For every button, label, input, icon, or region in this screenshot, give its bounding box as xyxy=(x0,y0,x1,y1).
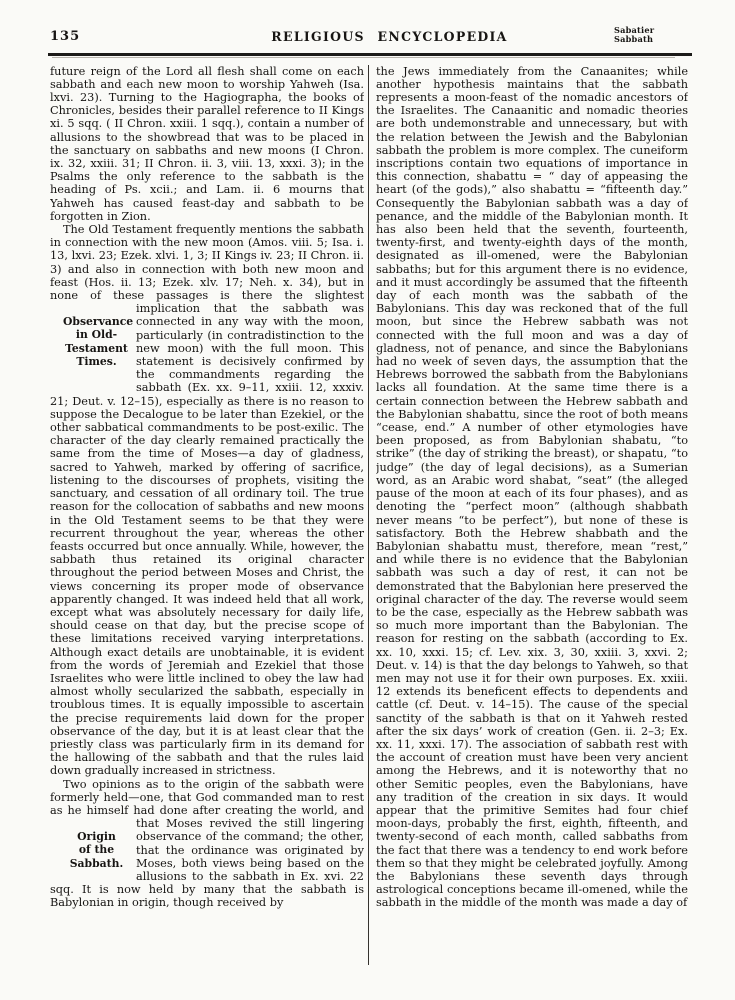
sidenote-line: Observance xyxy=(63,315,134,329)
column-divider-rule xyxy=(368,65,369,965)
paragraph-observance xyxy=(50,223,364,778)
left-column xyxy=(50,65,364,990)
paragraph-text: the sabbath was connected in any way with the moon, particularly (in contradistinction to the new moon) with the full moon. This statement is decisively confirmed by the commandments regarding the sabbath (Ex. xx. 9–11, xxiii. 12, xxxiv. 21; Deut. v. 12–15), especially as there is no reason to suppose the Decalogue to be later than Ezekiel, or the other sabbatical commandments to be post-exilic. The character of the day clearly remained practically the same from the time of Moses—a day of gladness, sacred to Yahweh, marked by offering of sacrifice, listening to the discourses of prophets, visiting the sanctuary, and cessation of all ordinary toil. The true reason for the collocation of sabbaths and new moons in the Old Testament seems to be that they were recurrent throughout the year, whereas the other feasts occurred but once annually. While, however, the sabbath thus retained its original character throughout the period between Moses and Christ, the views concerning its proper mode of observance apparently changed. It was indeed held that all work, except what was absolutely necessary for daily life, should cease on that day, but the precise scope of these limitations received varying interpretations. Although exact details are unobtainable, it is evident from the words of Jeremiah and Ezekiel that those Israelites who were little inclined to obey the law had almost wholly secularized the sabbath, especially in troublous times. It is equally impossible to ascertain the precise requirements laid down for the proper observance of the day, but it is at least clear that the priestly class was particularly firm in its demand for the hallowing of the sabbath and that the rules laid down gradually increased in strictness. xyxy=(50,302,364,778)
paragraph-text: future reign of the Lord all flesh shall come on each sabbath and each new moon to worship Yahweh (Isa. lxvi. 23). Turning to the Hagiographa, the books of Chronicles, besides their parallel reference to II Kings xi. 5 sqq. ( II Chron. xxiii. 1 sqq.), contain a number of allusions to the showbread that was to be placed in the sanctuary on sabbaths and new moons (I Chron. ix. 32, xxiii. 31; II Chron. ii. 3, viii. 13, xxxi. 3); in the Psalms the only reference to the sabbath is the heading of Ps. xcii.; and Lam. ii. 6 mourns that Yahweh has caused feast-day and sabbath to be forgotten in Zion. xyxy=(50,64,364,223)
paragraph-continuation xyxy=(50,65,364,223)
entry-range-first: Sabatier xyxy=(614,25,655,35)
entry-range xyxy=(614,26,692,44)
paragraph-continuation xyxy=(376,65,688,910)
page-header xyxy=(0,0,735,44)
sidenote-origin-of-the-sabbath xyxy=(50,817,136,883)
page-number: 135 xyxy=(50,28,81,44)
paragraph-text: world, and that Moses revived the still lingering observance of the command; the other, that the ordinance was originated by Moses, both views being based on the allusions to the sabbath in Ex. xvi. 22 sqq. It is now held by many that the sabbath is Babylonian in origin, though received by xyxy=(50,803,364,910)
paragraph-origin xyxy=(50,778,364,910)
sidenote-line: Origin xyxy=(77,830,116,844)
sidenote-line: Sabbath. xyxy=(69,856,124,870)
header-rule xyxy=(48,53,692,56)
page-title: RELIGIOUS ENCYCLOPEDIA xyxy=(271,28,508,44)
sidenote-line: in Old- xyxy=(75,328,118,342)
sidenote-line: of the xyxy=(78,843,115,857)
sidenote-line: Testament xyxy=(65,341,128,355)
paragraph-text: Two opinions as to the origin of the sabbath were formerly held—one, that God commanded man to rest as he himself had done after creating the xyxy=(50,777,364,817)
paragraph-text: the Jews immediately from the Canaanites; while another hypothesis maintains that the sabbath represents a moon-feast of the nomadic ancestors of the Israelites. The Canaanitic and nomadic theories are both undemonstrable and unnecessary, but with the relation between the Jewish and the Babylonian sabbath the problem is more complex. The cuneiform inscriptions contain two equations of importance in this connection, shabattu = “ day of appeasing the heart (of the gods),” also shabattu = “fifteenth day.” Consequently the Babylonian sabbath was a day of penance, and the middle of the Babylonian month. It has also been held that the seventh, fourteenth, twenty-first, and twenty-eighth days of the month, designated as ill-omened, were the Babylonian sabbaths; but for this argument there is no evidence, and it must accordingly be assumed that the fifteenth day of each month was the sabbath of the Babylonians. This day was reckoned that of the full moon, but since the Hebrew sabbath was not connected with the full moon and was a day of gladness, not of penance, and since the Babylonians had no week of seven days, the assumption that the Hebrews borrowed the sabbath from the Babylonians lacks all foundation. At the same time there is a certain connection between the Hebrew sabbath and the Babylonian shabattu, since the root of both means “cease, end.” A number of other etymologies have been proposed, as from Babylonian shabatu, “to strike” (the day of striking the breast), or shapatu, “to judge” (the day of legal decisions), as a Sumerian word, as an Arabic word shabat, “seat” (the alleged pause of the moon at each of its four phases), and as denoting the “perfect moon” (although shabbath never means “to be perfect”), but none of these is satisfactory. Both the Hebrew shabbath and the Babylonian shabattu must, therefore, mean “rest,” and while there is no evidence that the Babylonian sabbath was such a day of rest, it can not be demonstrated that the Babylonian here preserved the original character of the day. The reverse would seem to be the case, especially as the Hebrew sabbath was so much more important than the Babylonian. The reason for resting on the sabbath (according to Ex. xx. 10, xxxi. 15; cf. Lev. xix. 3, 30, xxiii. 3, xxvi. 2; Deut. v. 14) is that the day belongs to Yahweh, so that men may not use it for their own purposes. Ex. xxiii. 12 extends its beneficent effects to dependents and cattle (cf. Deut. v. 14–15). The cause of the special sanctity of the sabbath is that on it Yahweh rested after the six days’ work of creation (Gen. ii. 2–3; Ex. xx. 11, xxxi. 17). The association of sabbath rest with the account of creation must have been very ancient among the Hebrews, and it is noteworthy that no other Semitic peoples, even the Babylonians, have any tradition of the creation in six days. It would appear that the primitive Semites had four chief moon-days, probably the first, eighth, fifteenth, and twenty-second of each month, called sabbaths from the fact that there was a tendency to end work before them so that they might be celebrated joyfully. Among the Babylonians these seventh days through astrological conceptions became ill-omened, while the sabbath in the middle of the month was made a day of xyxy=(376,64,688,910)
sidenote-observance-in-old-testament-times xyxy=(50,302,136,382)
header-rule-echo xyxy=(52,57,675,58)
right-column xyxy=(376,65,688,990)
sidenote-line: Times. xyxy=(76,354,117,368)
text-body xyxy=(50,65,692,990)
entry-range-last: Sabbath xyxy=(614,33,654,44)
paragraph-text: The Old Testament frequently mentions the sabbath in connection with the new moon (Amos. viii. 5; Isa. i. 13, lxvi. 23; Ezek. xlvi. 1, 3; II Kings iv. 23; II Chron. ii. 3) and also in connection with both new moon and feast (Hos. ii. 13; Ezek. xlv. 17; Neh. x. 34), but in none of these passages is there the slightest implication that xyxy=(50,223,364,316)
